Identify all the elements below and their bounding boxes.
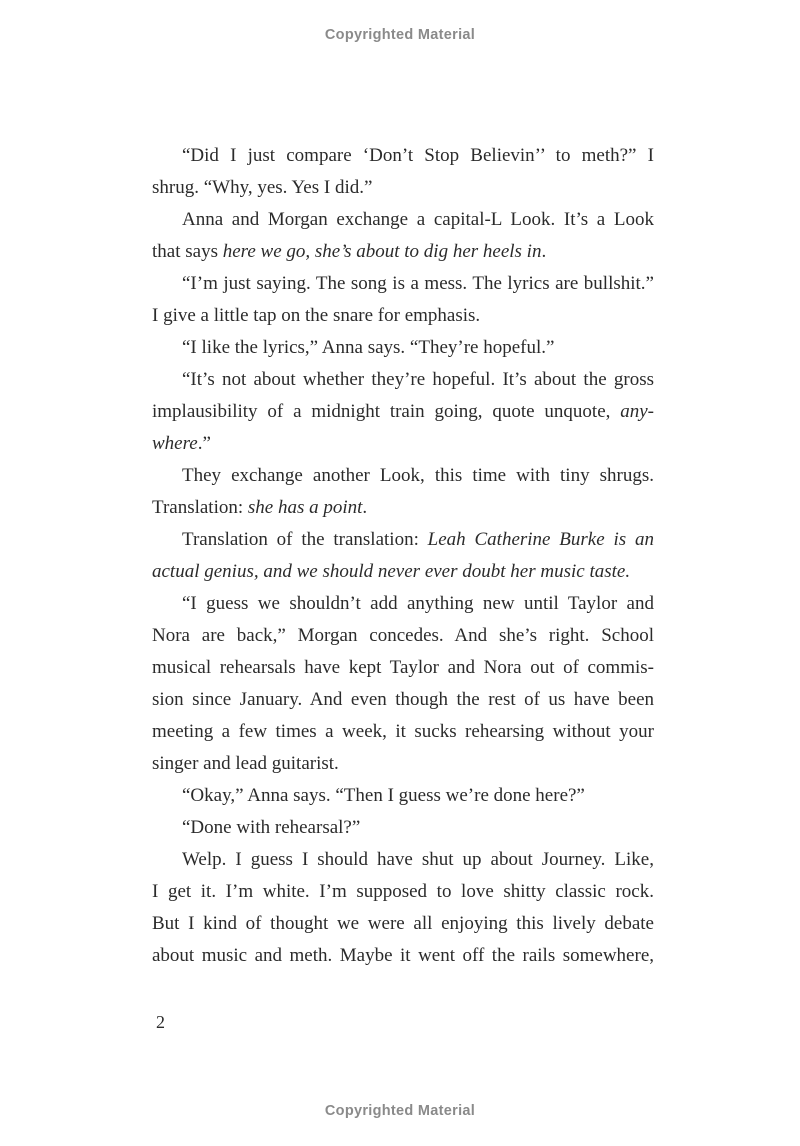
text-line [152, 780, 654, 812]
text-line [152, 556, 654, 588]
text-line [152, 876, 654, 908]
text-segment: “Okay,” Anna says. “Then I guess we’re done here?” [182, 785, 585, 806]
text-line [152, 364, 654, 396]
text-segment: about music and meth. Maybe it went off the rails somewhere, [152, 945, 654, 966]
italic-text-segment: any- [620, 401, 654, 422]
text-segment: They exchange another Look, this time with tiny shrugs. [182, 465, 654, 486]
italic-text-segment: here we go, she’s about to dig her heels in [222, 241, 542, 262]
italic-text-segment: where [152, 433, 198, 454]
text-segment: meeting a few times a week, it sucks rehearsing without your [152, 721, 654, 742]
text-line [152, 812, 654, 844]
text-line [152, 588, 654, 620]
text-segment: Anna and Morgan exchange a capital-L Look. It’s a Look [182, 209, 654, 230]
text-line [152, 908, 654, 940]
text-line [152, 172, 654, 204]
page-number: 2 [156, 1012, 165, 1032]
text-line [152, 524, 654, 556]
text-segment: . [541, 241, 547, 262]
text-line [152, 140, 654, 172]
text-line [152, 748, 654, 780]
italic-text-segment: she has a point [247, 497, 363, 518]
text-segment: sion since January. And even though the rest of us have been [152, 689, 654, 710]
text-segment: Welp. I guess I should have shut up about Journey. Like, [182, 849, 654, 870]
text-line [152, 940, 654, 972]
text-segment: “It’s not about whether they’re hopeful. It’s about the gross [182, 369, 654, 390]
text-segment: “I’m just saying. The song is a mess. The lyrics are bullshit.” [182, 273, 654, 294]
text-line [152, 300, 654, 332]
text-line [152, 204, 654, 236]
text-segment: Translation of the translation: [182, 529, 428, 550]
text-segment: “I guess we shouldn’t add anything new until Taylor and [182, 593, 654, 614]
text-line [152, 652, 654, 684]
text-segment: .” [197, 433, 211, 454]
italic-text-segment: Leah Catherine Burke is an [427, 529, 654, 550]
text-line [152, 716, 654, 748]
text-line [152, 396, 654, 428]
text-segment: “Done with rehearsal?” [182, 817, 361, 838]
body-text [152, 140, 654, 972]
text-segment: I give a little tap on the snare for emphasis. [152, 305, 481, 326]
text-segment: But I kind of thought we were all enjoying this lively debate [152, 913, 654, 934]
text-segment: shrug. “Why, yes. Yes I did.” [152, 177, 373, 198]
text-line [152, 236, 654, 268]
text-segment: Translation: [152, 497, 248, 518]
text-segment: . [362, 497, 368, 518]
text-segment: singer and lead guitarist. [152, 753, 339, 774]
text-line [152, 844, 654, 876]
text-line [152, 620, 654, 652]
italic-text-segment: actual genius, and we should never ever doubt her music taste. [152, 561, 631, 582]
copyright-notice-bottom: Copyrighted Material [324, 1103, 476, 1119]
text-line [152, 268, 654, 300]
text-line [152, 684, 654, 716]
text-segment: implausibility of a midnight train going, quote unquote, [152, 401, 621, 422]
text-segment: I get it. I’m white. I’m supposed to love shitty classic rock. [152, 881, 654, 902]
text-line [152, 332, 654, 364]
text-line [152, 492, 654, 524]
copyright-notice-top: Copyrighted Material [324, 27, 476, 43]
text-segment: “Did I just compare ‘Don’t Stop Believin’’ to meth?” I [182, 145, 654, 166]
text-segment: that says [152, 241, 223, 262]
text-segment: Nora are back,” Morgan concedes. And she’s right. School [152, 625, 654, 646]
text-segment: “I like the lyrics,” Anna says. “They’re hopeful.” [182, 337, 555, 358]
text-segment: musical rehearsals have kept Taylor and Nora out of commis- [152, 657, 654, 678]
text-line [152, 460, 654, 492]
text-line [152, 428, 654, 460]
